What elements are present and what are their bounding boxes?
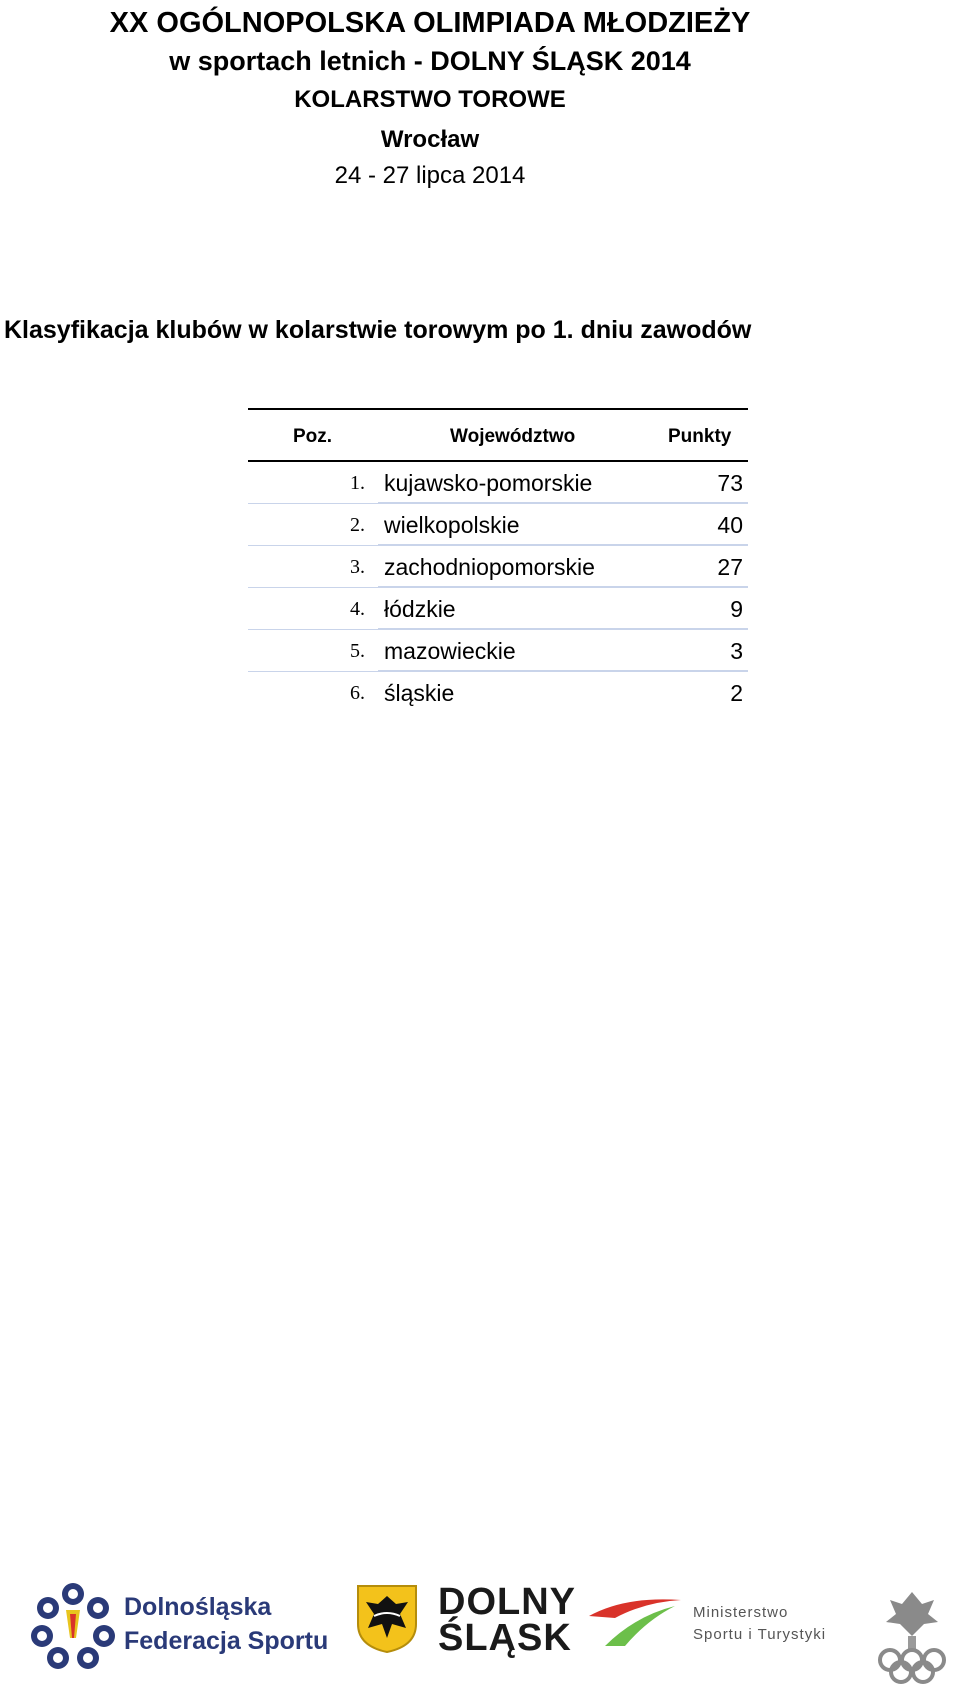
- classification-title: Klasyfikacja klubów w kolarstwie torowym po 1. dniu zawodów: [4, 316, 752, 344]
- discipline-title: KOLARSTWO TOROWE: [294, 86, 566, 113]
- row-points: 3: [730, 638, 743, 664]
- row-region: kujawsko-pomorskie: [384, 470, 593, 496]
- dfs-name-line1: Dolnośląska: [124, 1593, 272, 1621]
- dfs-logo-icon: [28, 1580, 118, 1675]
- ministry-logo-text: [693, 1602, 826, 1646]
- dfs-name-line2: Federacja Sportu: [124, 1627, 329, 1655]
- table-row: [248, 630, 748, 672]
- olympic-committee-icon: [872, 1586, 952, 1691]
- row-position: 1.: [350, 472, 365, 494]
- ministry-line2: Sportu i Turystyki: [693, 1626, 827, 1643]
- dolny-logo-line1: DOLNY: [438, 1581, 576, 1623]
- row-position: 6.: [350, 682, 365, 704]
- row-points: 27: [717, 554, 743, 580]
- row-points: 2: [730, 680, 743, 706]
- row-points: 9: [730, 596, 743, 622]
- table-header: [248, 410, 748, 462]
- row-region: łódzkie: [384, 596, 456, 622]
- ministry-line1: Ministerstwo: [693, 1604, 789, 1621]
- ministry-swoosh-icon: [585, 1586, 685, 1657]
- document-header: [0, 0, 860, 192]
- sponsor-logos: [0, 1570, 960, 1691]
- row-position: 2.: [350, 514, 365, 536]
- row-position: 3.: [350, 556, 365, 578]
- table-row: [248, 588, 748, 630]
- dolny-slask-logo: [438, 1581, 576, 1659]
- header-region: Województwo: [450, 426, 576, 447]
- table-row: [248, 546, 748, 588]
- row-position: 4.: [350, 598, 365, 620]
- row-region: mazowieckie: [384, 638, 516, 664]
- event-dates: 24 - 27 lipca 2014: [334, 162, 526, 189]
- row-region: zachodniopomorskie: [384, 554, 595, 580]
- table-row: [248, 672, 748, 714]
- header-points: Punkty: [668, 426, 732, 447]
- event-subtitle: w sportach letnich - DOLNY ŚLĄSK 2014: [169, 46, 691, 76]
- venue-city: Wrocław: [380, 126, 480, 153]
- table-row: [248, 462, 748, 504]
- header-position: Poz.: [293, 426, 333, 447]
- row-position: 5.: [350, 640, 365, 662]
- row-region: śląskie: [384, 680, 455, 706]
- table-row: [248, 504, 748, 546]
- row-points: 40: [717, 512, 743, 538]
- event-title: XX OGÓLNOPOLSKA OLIMPIADA MŁODZIEŻY: [109, 7, 751, 39]
- dolny-logo-line2: ŚLĄSK: [438, 1617, 572, 1659]
- dfs-logo-text: [124, 1590, 328, 1658]
- row-region: wielkopolskie: [384, 512, 520, 538]
- coat-of-arms-icon: [356, 1584, 418, 1659]
- results-table: [248, 408, 748, 714]
- row-points: 73: [717, 470, 743, 496]
